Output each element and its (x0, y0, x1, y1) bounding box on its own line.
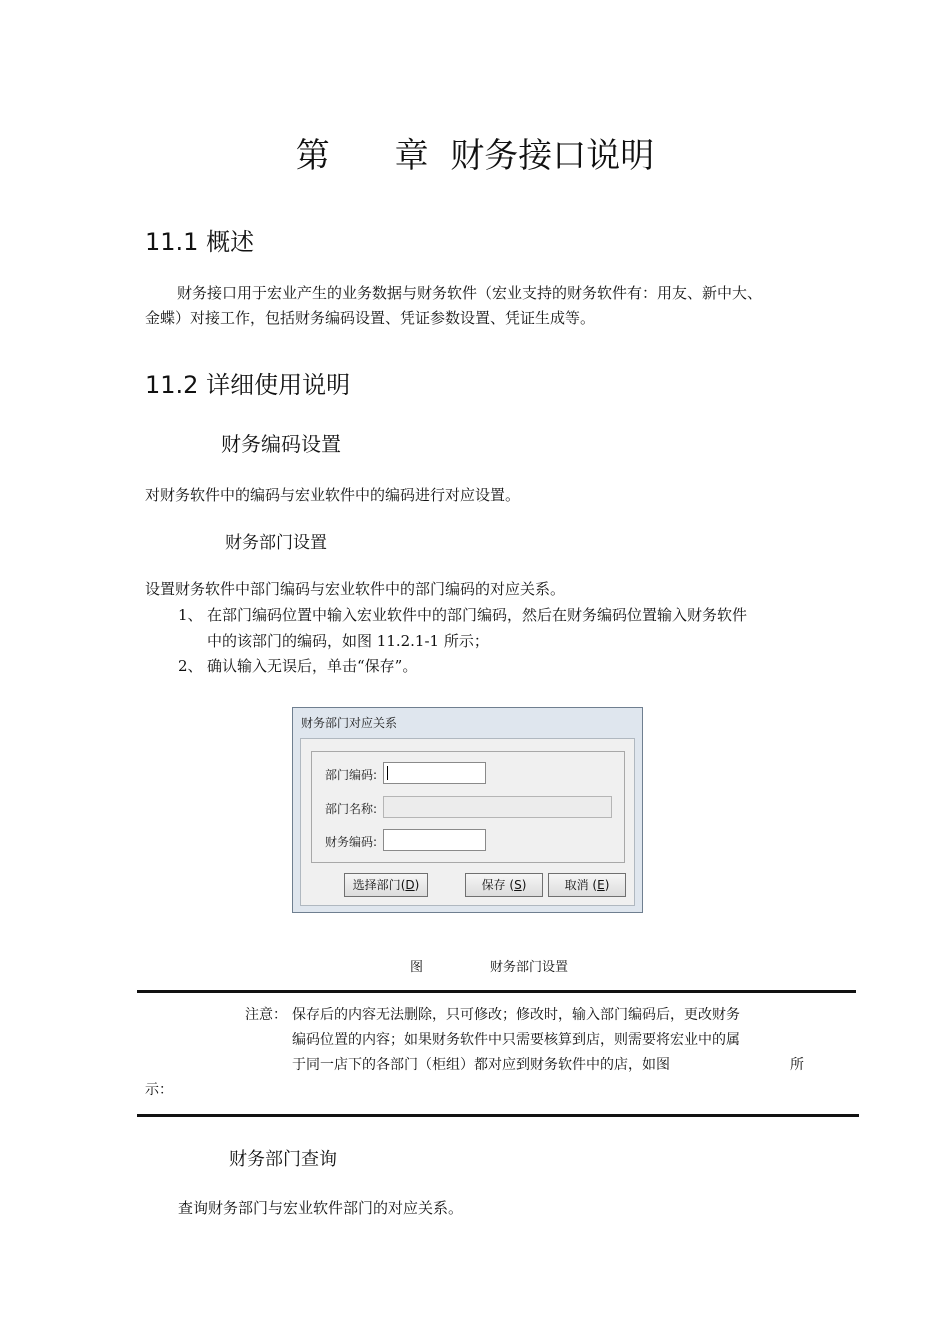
fin-code-input[interactable] (383, 829, 486, 851)
subsection-heading-coding: 财务编码设置 (221, 432, 341, 456)
overview-paragraph-line-2: 金蝶）对接工作，包括财务编码设置、凭证参数设置、凭证生成等。 (145, 309, 596, 327)
list-item-text: 在部门编码位置中输入宏业软件中的部门编码，然后在财务编码位置输入财务软件 (207, 606, 748, 624)
text-caret (387, 766, 388, 780)
list-item-text: 确认输入无误后，单击“保存”。 (207, 657, 418, 675)
coding-paragraph: 对财务软件中的编码与宏业软件中的编码进行对应设置。 (145, 486, 521, 504)
cancel-button[interactable]: 取消 (E) (548, 873, 626, 897)
dept-code-input[interactable] (383, 762, 486, 784)
chapter-title: 第 章 财务接口说明 (295, 136, 655, 176)
figure-label: 图 (410, 960, 424, 975)
note-line-1: 保存后的内容无法删除，只可修改；修改时，输入部门编码后，更改财务 (292, 1007, 740, 1023)
note-line-2: 编码位置的内容；如果财务软件中只需要核算到店，则需要将宏业中的属 (292, 1032, 740, 1048)
dialog-client-area (300, 738, 635, 906)
note-bottom-rule (137, 1114, 859, 1117)
fin-code-label: 财务编码: (325, 835, 378, 849)
section-heading-overview: 11.1 概述 (145, 228, 255, 256)
overview-paragraph-line-1: 财务接口用于宏业产生的业务数据与财务软件（宏业支持的财务软件有：用友、新中大、 (177, 284, 763, 302)
save-button[interactable]: 保存 (S) (465, 873, 543, 897)
list-item-number: 2、 (178, 657, 203, 675)
note-line-4: 示： (145, 1082, 173, 1098)
query-paragraph: 查询财务部门与宏业软件部门的对应关系。 (178, 1199, 464, 1217)
section-heading-usage: 11.2 详细使用说明 (145, 371, 351, 399)
list-item-number: 1、 (178, 606, 203, 624)
subsection-heading-query: 财务部门查询 (229, 1149, 337, 1170)
dept-paragraph: 设置财务软件中部门编码与宏业软件中的部门编码的对应关系。 (145, 580, 566, 598)
dept-mapping-dialog (292, 707, 643, 913)
select-dept-button[interactable]: 选择部门(D) (344, 873, 428, 897)
note-line-3-suffix: 所 (790, 1057, 804, 1073)
dept-code-label: 部门编码: (325, 768, 378, 782)
subsection-heading-dept: 财务部门设置 (225, 533, 327, 553)
dialog-title: 财务部门对应关系 (301, 716, 398, 730)
note-line-3: 于同一店下的各部门（柜组）都对应到财务软件中的店，如图 (292, 1057, 670, 1073)
note-heading: 注意： (245, 1007, 287, 1023)
figure-caption: 财务部门设置 (490, 960, 569, 975)
list-item-text-continued: 中的该部门的编码，如图 11.2.1-1 所示； (207, 632, 489, 650)
dept-name-field (383, 796, 612, 818)
fields-group-box (311, 751, 625, 863)
note-top-rule (137, 990, 856, 993)
dept-name-label: 部门名称: (325, 802, 378, 816)
